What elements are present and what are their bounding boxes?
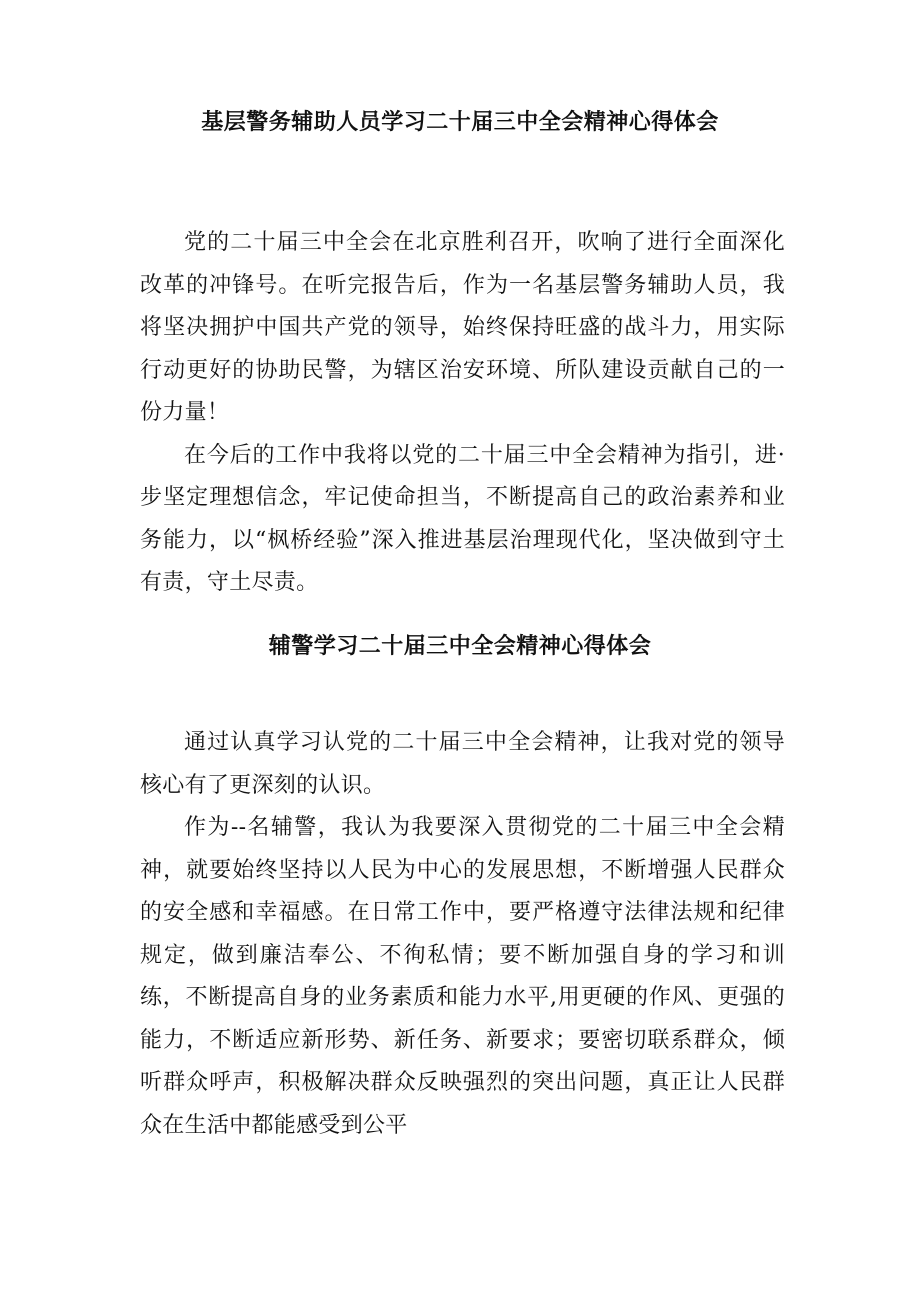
section-1-paragraph-1: 党的二十届三中全会在北京胜利召开，吹响了进行全面深化改革的冲锋号。在听完报告后，作为一名基层警务辅助人员，我将坚决拥护中国共产党的领导，始终保持旺盛的战斗力，用实际行动更好的协助民警，为辖区治安环境、所队建设贡献自己的一份力量！ — [140, 230, 785, 425]
section-1-body — [140, 222, 785, 605]
section-2-title: 辅警学习二十届三中全会精神心得体会 — [268, 634, 652, 659]
section-1-paragraph-2: 在今后的工作中我将以党的二十届三中全会精神为指引，进·步坚定理想信念，牢记使命担当，不断提高自己的政治素养和业务能力，以“枫桥经验”深入推进基层治理现代化，坚决做到守土有责，守土尽责。 — [140, 442, 785, 595]
section-2-paragraph-2: 作为--名辅警，我认为我要深入贯彻党的二十届三中全会精神，就要始终坚持以人民为中心的发展思想，不断增强人民群众的安全感和幸福感。在日常工作中，要严格遵守法律法规和纪律规定，做到廉洁奉公、不徇私情；要不断加强自身的学习和训练，不断提高自身的业务素质和能力水平,用更硬的作风、更强的能力，不断适应新形势、新任务、新要求；要密切联系群众，倾听群众呼声，积极解决群众反映强烈的突出问题，真正让人民群众在生活中都能感受到公平 — [140, 815, 785, 1138]
section-2-paragraph-1: 通过认真学习认党的二十届三中全会精神，让我对党的领导核心有了更深刻的认识。 — [140, 730, 785, 798]
section-2-body — [140, 722, 785, 1147]
section-1-title: 基层警务辅助人员学习二十届三中全会精神心得体会 — [201, 110, 719, 135]
